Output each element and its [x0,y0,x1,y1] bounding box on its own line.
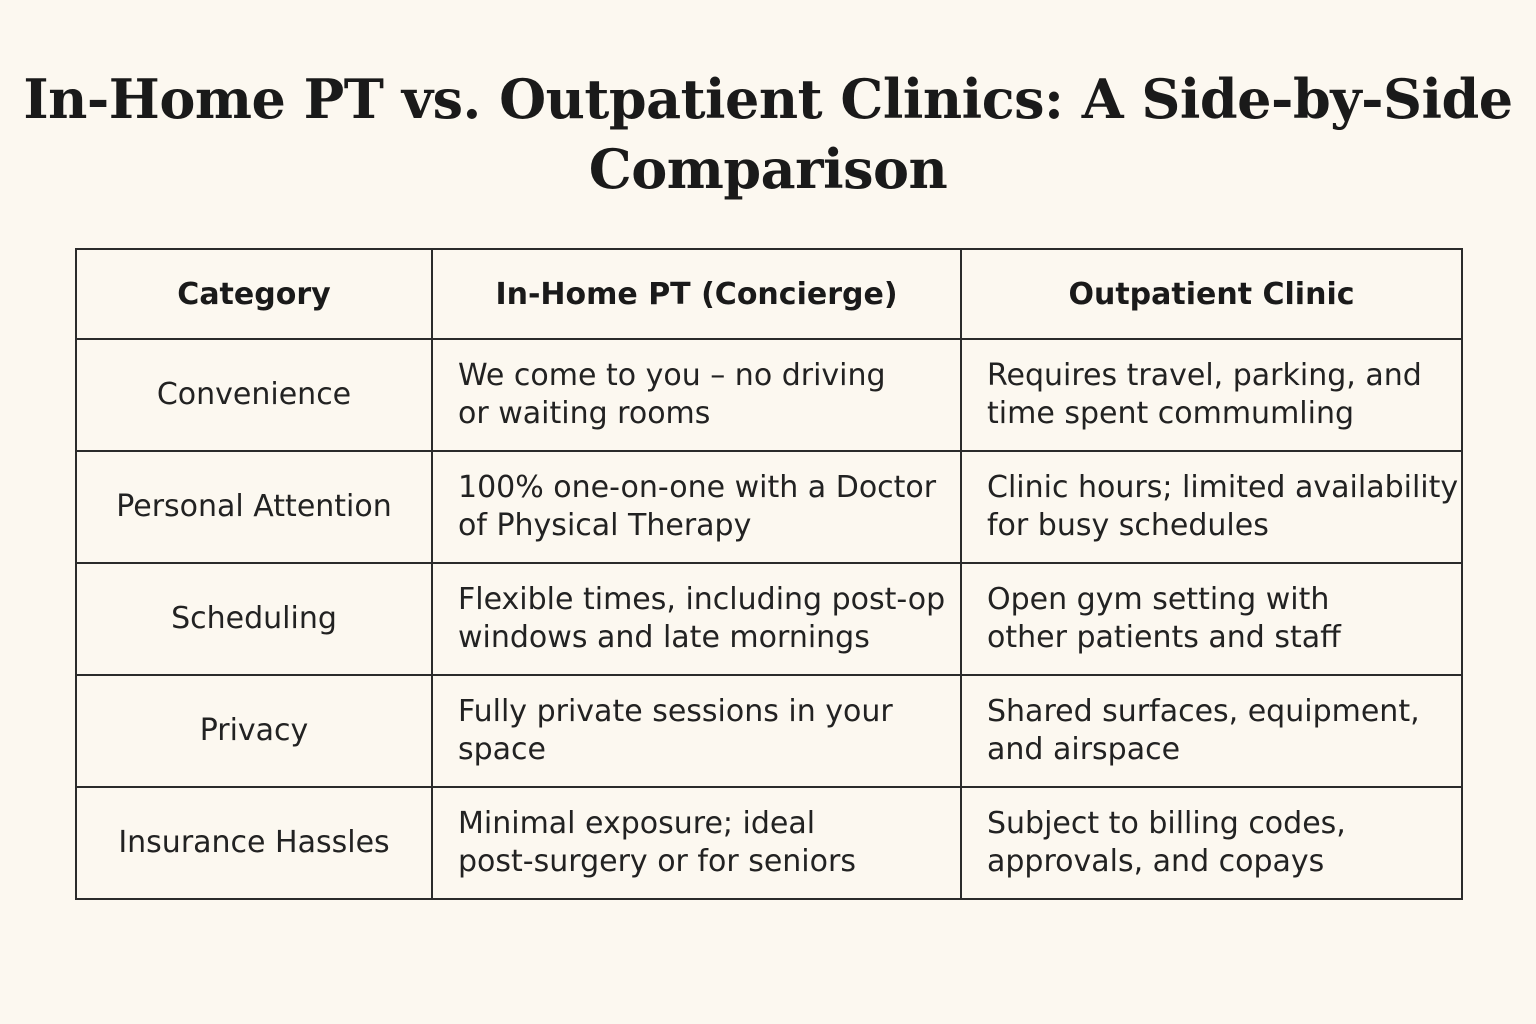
table-row [76,787,1462,899]
table-body [76,339,1462,899]
cell-text-line: other patients and staff [987,620,1341,655]
category-cell: Insurance Hassles [76,787,432,899]
header-outpatient-clinic: Outpatient Clinic [961,249,1462,339]
cell-text-line: Requires travel, parking, and [987,358,1422,393]
page-title-line-1: In-Home PT vs. Outpatient Clinics: A Side-by-Side [23,67,1513,131]
cell-text-line: Shared surfaces, equipment, [987,694,1420,729]
cell-text-line: for busy schedules [987,508,1269,543]
cell-text-line: windows and late mornings [458,620,870,655]
clinic-cell [961,563,1462,675]
category-cell: Scheduling [76,563,432,675]
header-category: Category [76,249,432,339]
cell-text-line: We come to you – no driving [458,358,886,393]
comparison-table [75,248,1463,900]
page-title-line-2: Comparison [588,137,948,201]
cell-text-line: 100% one-on-one with a Doctor [458,470,937,505]
cell-text-line: Fully private sessions in your [458,694,893,729]
cell-text-line: or waiting rooms [458,396,711,431]
cell-text-line: Clinic hours; limited availability [987,470,1459,505]
table-row [76,451,1462,563]
in-home-cell [432,451,961,563]
clinic-cell [961,675,1462,787]
cell-text-line: Minimal exposure; ideal [458,806,816,841]
page-title [0,64,1536,204]
table-row [76,563,1462,675]
cell-text-line: space [458,732,547,767]
table-row [76,339,1462,451]
table-header [76,249,1462,339]
in-home-cell [432,787,961,899]
cell-text-line: Flexible times, including post-op [458,582,946,617]
category-cell: Privacy [76,675,432,787]
header-row [76,249,1462,339]
table-row [76,675,1462,787]
header-in-home-pt: In-Home PT (Concierge) [432,249,961,339]
in-home-cell [432,675,961,787]
cell-text-line: Open gym setting with [987,582,1330,617]
clinic-cell [961,339,1462,451]
cell-text-line: post-surgery or for seniors [458,844,856,879]
in-home-cell [432,339,961,451]
cell-text-line: Subject to billing codes, [987,806,1346,841]
category-cell: Convenience [76,339,432,451]
clinic-cell [961,451,1462,563]
clinic-cell [961,787,1462,899]
cell-text-line: approvals, and copays [987,844,1325,879]
category-cell: Personal Attention [76,451,432,563]
cell-text-line: of Physical Therapy [458,508,752,543]
cell-text-line: and airspace [987,732,1181,767]
in-home-cell [432,563,961,675]
cell-text-line: time spent commumling [987,396,1355,431]
